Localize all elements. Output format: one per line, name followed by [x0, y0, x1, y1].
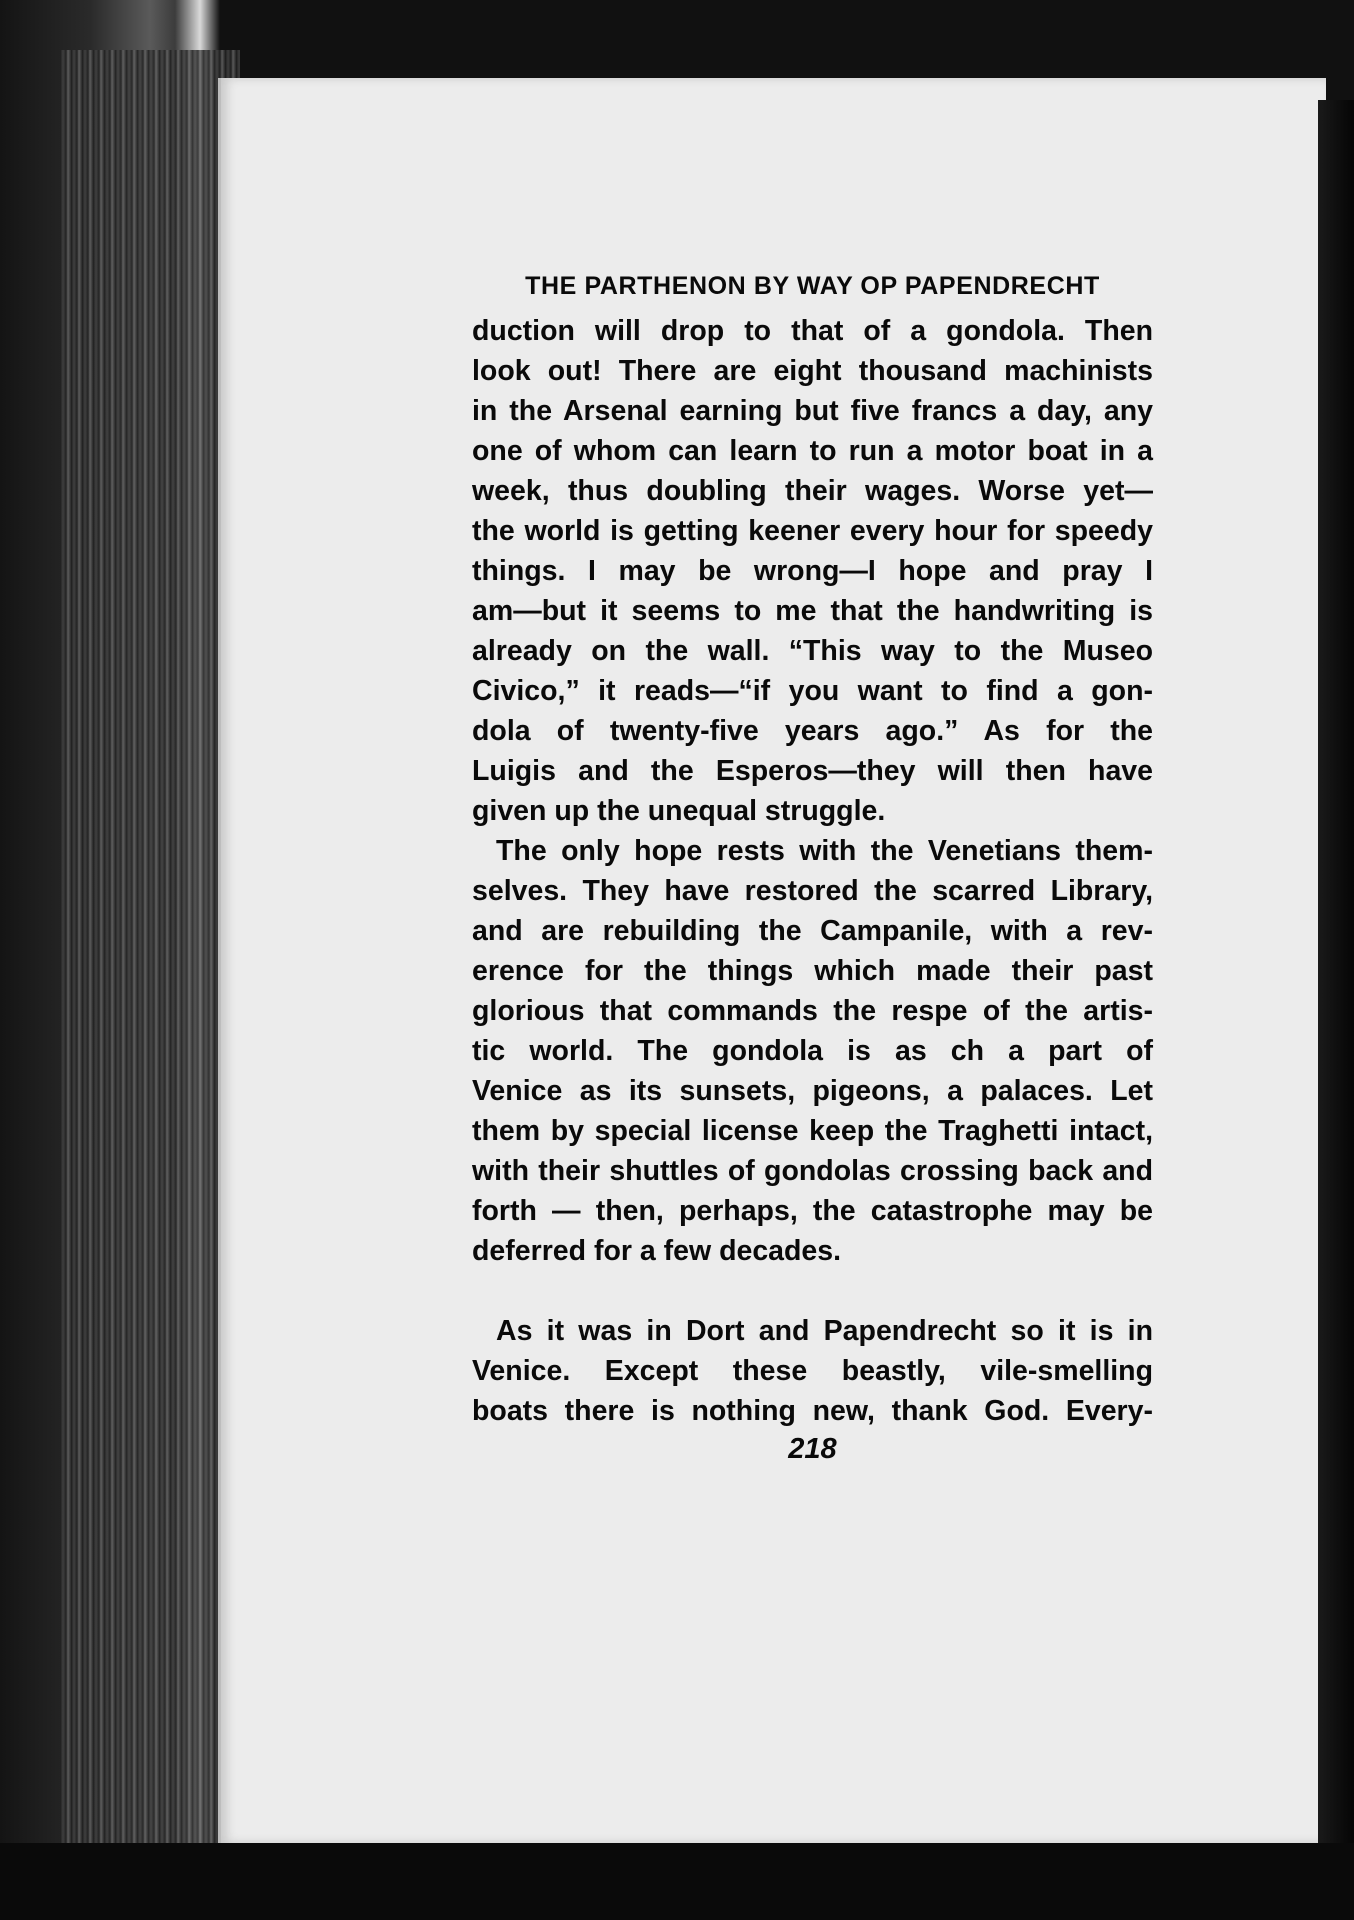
- text-line: am—but it seems to me that the handwriting is: [472, 595, 1153, 627]
- text-line: Civico,” it reads—“if you want to find a gon-: [472, 675, 1153, 707]
- text-line: with their shuttles of gondolas crossing back and: [472, 1155, 1153, 1187]
- text-line: The only hope rests with the Venetians them-: [496, 835, 1153, 867]
- page-content: [472, 272, 1153, 1466]
- paragraph-2: [472, 831, 1153, 1271]
- text-line: one of whom can learn to run a motor boat in a: [472, 435, 1153, 467]
- page-number: 218: [788, 1433, 837, 1465]
- text-line: glorious that commands the respe of the artis-: [472, 995, 1153, 1027]
- text-line: forth — then, perhaps, the catastrophe may be: [472, 1195, 1153, 1227]
- text-line: them by special license keep the Traghetti intact,: [472, 1115, 1153, 1147]
- text-line: given up the unequal struggle.: [472, 795, 886, 827]
- text-line: in the Arsenal earning but five francs a day, any: [472, 395, 1153, 427]
- text-line: deferred for a few decades.: [472, 1235, 842, 1267]
- book-bottom-edge: [0, 1843, 1354, 1920]
- text-line: Luigis and the Esperos—they will then have: [472, 755, 1153, 787]
- running-head: THE PARTHENON BY WAY OP PAPENDRECHT: [525, 272, 1100, 300]
- page-stack-edges: [60, 50, 240, 1850]
- text-line: dola of twenty-five years ago.” As for the: [472, 715, 1153, 747]
- text-line: selves. They have restored the scarred Library,: [472, 875, 1153, 907]
- text-line: As it was in Dort and Papendrecht so it is in: [496, 1315, 1153, 1347]
- text-line: already on the wall. “This way to the Museo: [472, 635, 1153, 667]
- text-line: boats there is nothing new, thank God. Every-: [472, 1395, 1153, 1427]
- text-line: look out! There are eight thousand machinists: [472, 355, 1153, 387]
- text-line: and are rebuilding the Campanile, with a rev-: [472, 915, 1153, 947]
- text-line: Venice. Except these beastly, vile-smelling: [472, 1355, 1153, 1387]
- paragraph-3: [472, 1311, 1153, 1431]
- text-line: week, thus doubling their wages. Worse yet—: [472, 475, 1153, 507]
- book-right-edge: [1318, 100, 1354, 1880]
- paragraph-1: [472, 311, 1153, 831]
- section-gap: [472, 1271, 1153, 1311]
- text-line: Venice as its sunsets, pigeons, a palaces. Let: [472, 1075, 1153, 1107]
- text-line: tic world. The gondola is as ch a part of: [472, 1035, 1153, 1067]
- text-line: erence for the things which made their past: [472, 955, 1153, 987]
- text-line: duction will drop to that of a gondola. Then: [472, 315, 1153, 347]
- text-line: the world is getting keener every hour for speedy: [472, 515, 1153, 547]
- text-line: things. I may be wrong—I hope and pray I: [472, 555, 1153, 587]
